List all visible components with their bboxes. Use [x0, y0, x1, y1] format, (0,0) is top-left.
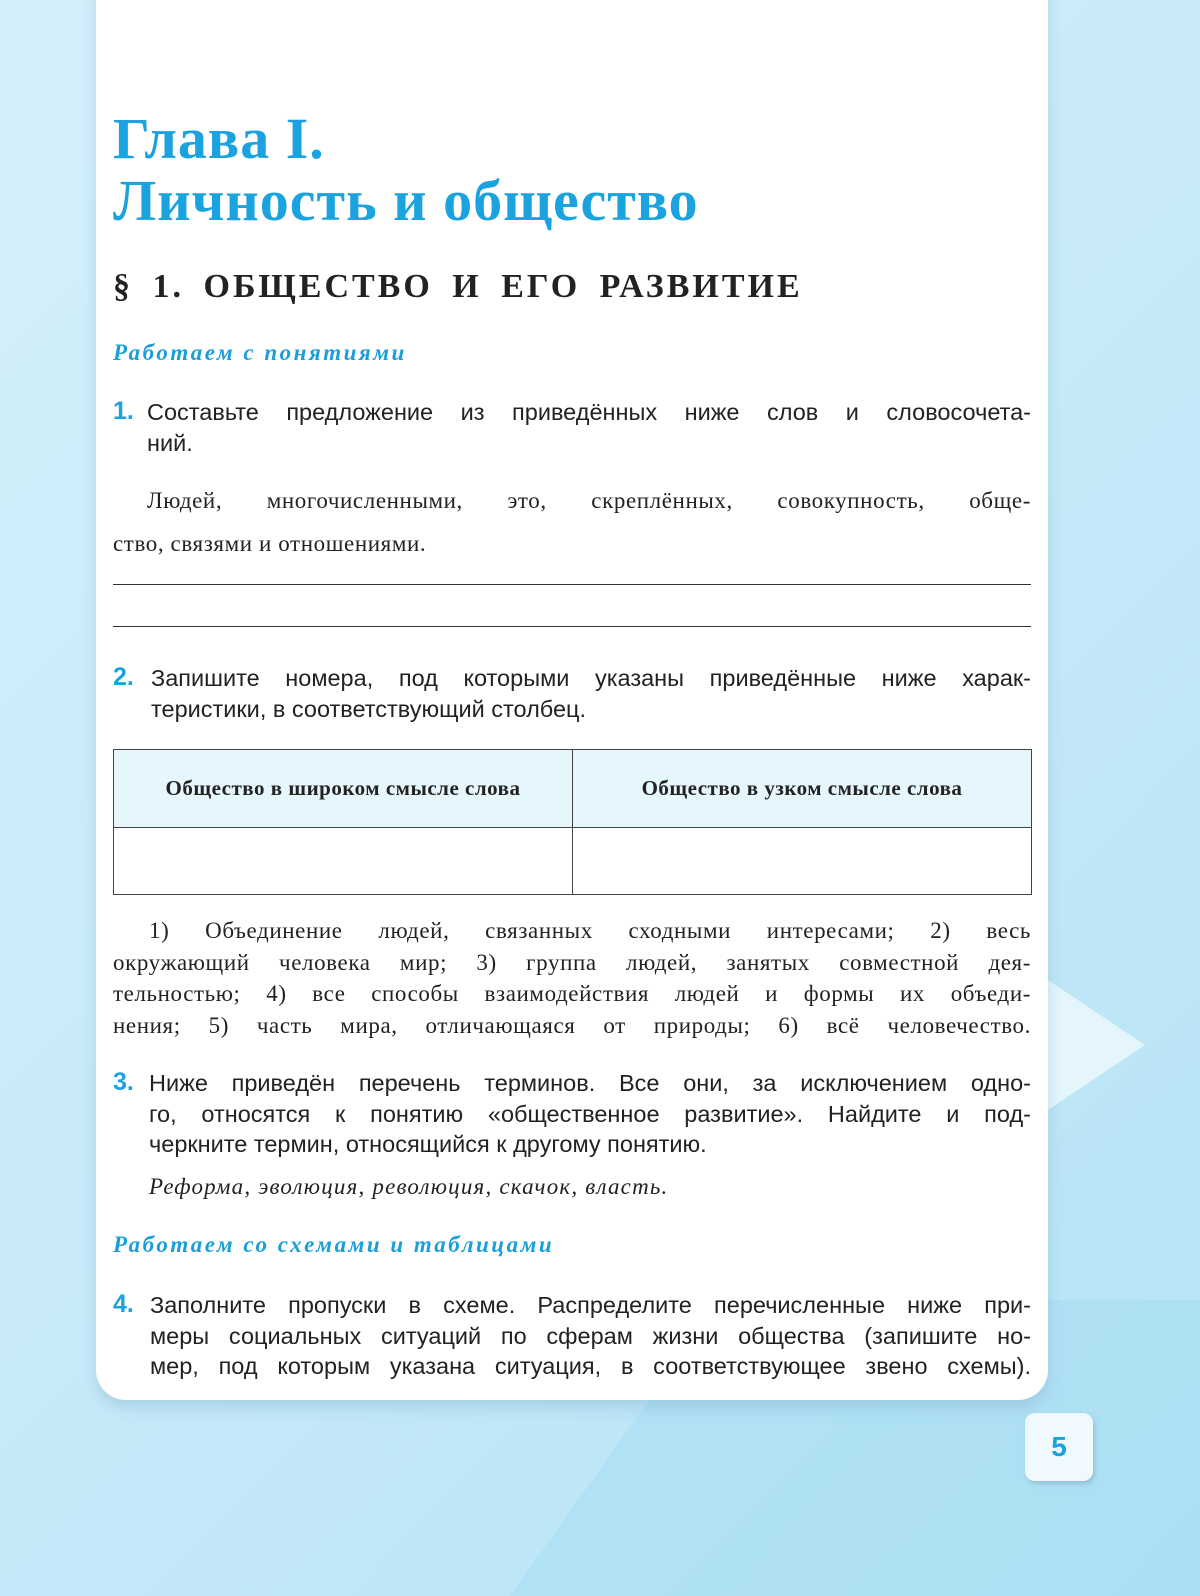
task-2-items — [113, 915, 1031, 1038]
task-3-terms: Реформа, эволюция, революция, скачок, власть. — [149, 1174, 669, 1199]
text-line: Людей, многочисленными, это, скреплённых, совокупность, обще- — [147, 488, 1031, 513]
text-line: теристики, в соответствующий столбец. — [151, 695, 587, 722]
text-line: меры социальных ситуаций по сферам жизни общества (запишите но- — [150, 1322, 1031, 1349]
answer-line[interactable] — [113, 626, 1031, 627]
text-line: Составьте предложение из приведённых ниже слов и словосочета- — [147, 399, 1031, 425]
text-line: мер, под которым указана ситуация, в соответствующее звено схемы). — [150, 1353, 1031, 1379]
subheading-concepts: Работаем с понятиями — [113, 340, 407, 365]
answer-table — [113, 749, 1032, 895]
text-line: ство, связями и отношениями. — [113, 531, 427, 556]
answer-cell[interactable] — [114, 828, 573, 895]
subheading-schemes: Работаем со схемами и таблицами — [113, 1232, 555, 1257]
task-1-words — [113, 479, 1031, 556]
column-header: Общество в узком смысле слова — [573, 750, 1032, 828]
task-number: 1. — [113, 397, 134, 425]
text-line: 1) Объединение людей, связанных сходными интересами; 2) весь — [149, 918, 1031, 943]
section-heading: § 1. ОБЩЕСТВО И ЕГО РАЗВИТИЕ — [113, 268, 803, 305]
page-number: 5 — [1025, 1413, 1093, 1481]
text-line: го, относятся к понятию «общественное развитие». Найдите и под- — [149, 1100, 1031, 1127]
chapter-number: Глава I. — [113, 106, 325, 171]
text-line: черкните термин, относящийся к другому понятию. — [149, 1131, 707, 1157]
text-line: нения; 5) часть мира, отличающаяся от природы; 6) всё человечество. — [113, 1012, 1031, 1038]
task-number: 2. — [113, 663, 134, 691]
text-line: окружающий человека мир; 3) группа людей, занятых совместной дея- — [113, 949, 1031, 975]
text-line: тельностью; 4) все способы взаимодействия людей и формы их объеди- — [113, 981, 1031, 1006]
task-2-text — [151, 663, 1031, 722]
answer-line[interactable] — [113, 584, 1031, 585]
task-number: 3. — [113, 1068, 134, 1096]
text-line: Ниже приведён перечень терминов. Все они, за исключением одно- — [149, 1070, 1031, 1096]
task-1-text — [147, 397, 1031, 456]
chapter-name: Личность и общество — [113, 168, 699, 233]
text-line: Запишите номера, под которыми указаны приведённые ниже харак- — [151, 665, 1031, 691]
task-4-text — [150, 1290, 1031, 1379]
text-line: Заполните пропуски в схеме. Распределите перечисленные ниже при- — [150, 1292, 1031, 1318]
task-3-text — [149, 1068, 1031, 1157]
column-header: Общество в широком смысле слова — [114, 750, 573, 828]
chapter-title — [113, 108, 699, 232]
text-line: ний. — [147, 429, 193, 456]
answer-cell[interactable] — [573, 828, 1032, 895]
task-number: 4. — [113, 1290, 134, 1318]
